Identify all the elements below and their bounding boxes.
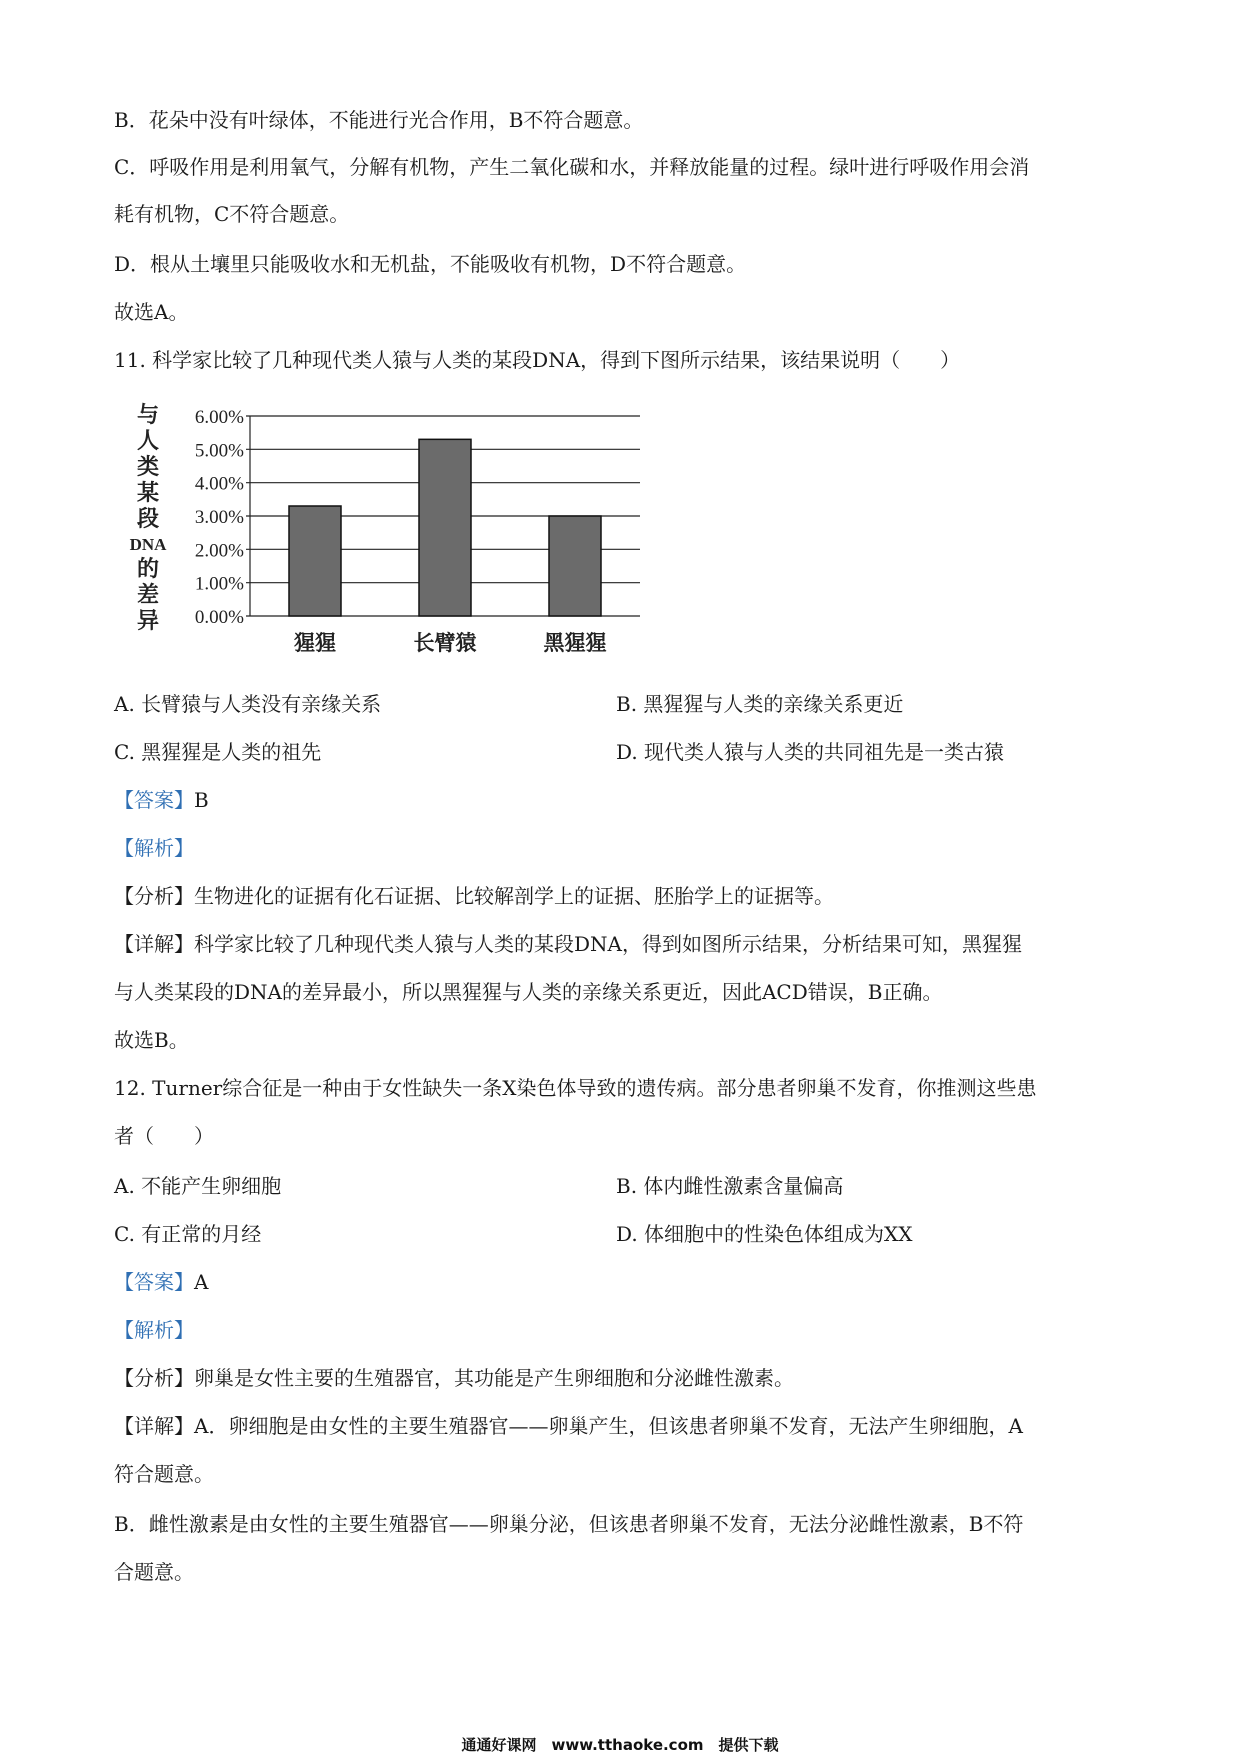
q12-option-b-explain-line2: 合题意。 <box>114 1560 194 1584</box>
xiangjie-tag: 【详解】 <box>114 1414 194 1438</box>
xiangjie-tag: 【详解】 <box>114 932 194 956</box>
q12-answer <box>114 1268 208 1296</box>
y-tick-label: 6.00% <box>194 407 244 428</box>
q11-stem: 11. 科学家比较了几种现代类人猿与人类的某段DNA，得到下图所示结果，该结果说明（ ） <box>114 348 961 372</box>
q12-xiangjie-line1 <box>114 1412 1023 1440</box>
q12-option-b-explain-line1: B．雌性激素是由女性的主要生殖器官——卵巢分泌，但该患者卵巢不发育，无法分泌雌性激素，B不符 <box>114 1512 1024 1536</box>
q11-bar-chart <box>120 392 640 662</box>
bar <box>549 516 601 616</box>
q12-option-c: C. 有正常的月经 <box>114 1222 262 1246</box>
q12-stem-line1: 12. Turner综合征是一种由于女性缺失一条X染色体导致的遗传病。部分患者卵巢不发育，你推测这些患 <box>114 1076 1037 1100</box>
bar <box>289 506 341 616</box>
page-footer: 通通好课网 www.tthaoke.com 提供下载 <box>461 1736 779 1754</box>
answer-tag: 【答案】 <box>114 1270 194 1294</box>
q12-analysis-tag: 【解析】 <box>114 1318 194 1342</box>
fenxi-text: 生物进化的证据有化石证据、比较解剖学上的证据、胚胎学上的证据等。 <box>194 884 834 908</box>
answer-value: A <box>194 1270 209 1294</box>
q11-option-a: A. 长臂猿与人类没有亲缘关系 <box>114 692 382 716</box>
q12-fenxi <box>114 1364 794 1392</box>
q11-answer <box>114 786 209 814</box>
y-axis-label-char: 某 <box>136 480 160 505</box>
x-category-label: 黑猩猩 <box>543 631 607 655</box>
q11-analysis-tag: 【解析】 <box>114 836 194 860</box>
fenxi-text: 卵巢是女性主要的生殖器官，其功能是产生卵细胞和分泌雌性激素。 <box>194 1366 794 1390</box>
prev-option-c-line1: C．呼吸作用是利用氧气，分解有机物，产生二氧化碳和水，并释放能量的过程。绿叶进行呼吸作用会消 <box>114 155 1030 179</box>
answer-value: B <box>194 788 209 812</box>
q12-stem-line2: 者（ ） <box>114 1124 214 1148</box>
y-tick-label: 3.00% <box>194 507 244 528</box>
fenxi-tag: 【分析】 <box>114 884 194 908</box>
prev-conclusion: 故选A。 <box>114 300 189 324</box>
q11-fenxi <box>114 882 834 910</box>
y-tick-label: 2.00% <box>194 540 244 562</box>
y-tick-label: 5.00% <box>194 440 244 462</box>
q11-option-b: B. 黑猩猩与人类的亲缘关系更近 <box>616 692 904 716</box>
y-axis-label-char: 异 <box>136 608 160 633</box>
prev-option-c-line2: 耗有机物，C不符合题意。 <box>114 202 350 226</box>
xiangjie-text: 科学家比较了几种现代类人猿与人类的某段DNA，得到如图所示结果，分析结果可知，黑猩猩 <box>194 932 1022 956</box>
q11-option-d: D. 现代类人猿与人类的共同祖先是一类古猿 <box>616 740 1005 764</box>
q12-xiangjie-line2: 符合题意。 <box>114 1462 214 1486</box>
x-category-label: 长臂猿 <box>413 631 477 655</box>
y-axis-label-char: 的 <box>136 556 160 581</box>
q12-option-a: A. 不能产生卵细胞 <box>114 1174 282 1198</box>
prev-option-d: D．根从土壤里只能吸收水和无机盐，不能吸收有机物，D不符合题意。 <box>114 252 747 276</box>
y-axis-label-char: 与 <box>136 402 160 427</box>
bar <box>419 439 471 616</box>
q11-conclusion: 故选B。 <box>114 1028 189 1052</box>
y-tick-label: 1.00% <box>194 573 244 595</box>
answer-tag: 【答案】 <box>114 788 194 812</box>
q12-option-d: D. 体细胞中的性染色体组成为XX <box>616 1222 913 1246</box>
xiangjie-text: A．卵细胞是由女性的主要生殖器官——卵巢产生，但该患者卵巢不发育，无法产生卵细胞，A <box>194 1414 1023 1438</box>
q11-xiangjie-line2: 与人类某段的DNA的差异最小，所以黑猩猩与人类的亲缘关系更近，因此ACD错误，B正确。 <box>114 980 943 1004</box>
q11-xiangjie-line1 <box>114 930 1022 958</box>
prev-option-b: B．花朵中没有叶绿体，不能进行光合作用，B不符合题意。 <box>114 108 644 132</box>
y-tick-label: 0.00% <box>194 607 244 628</box>
y-axis-label-char: 段 <box>136 506 160 531</box>
x-category-label: 猩猩 <box>294 631 336 655</box>
y-axis-label-char: 差 <box>136 582 160 607</box>
y-tick-label: 4.00% <box>194 473 244 495</box>
y-axis-label-char: DNA <box>129 535 167 554</box>
y-axis-label-char: 人 <box>136 428 160 453</box>
q11-option-c: C. 黑猩猩是人类的祖先 <box>114 740 322 764</box>
fenxi-tag: 【分析】 <box>114 1366 194 1390</box>
y-axis-label-char: 类 <box>136 454 160 479</box>
q12-option-b: B. 体内雌性激素含量偏高 <box>616 1174 844 1198</box>
